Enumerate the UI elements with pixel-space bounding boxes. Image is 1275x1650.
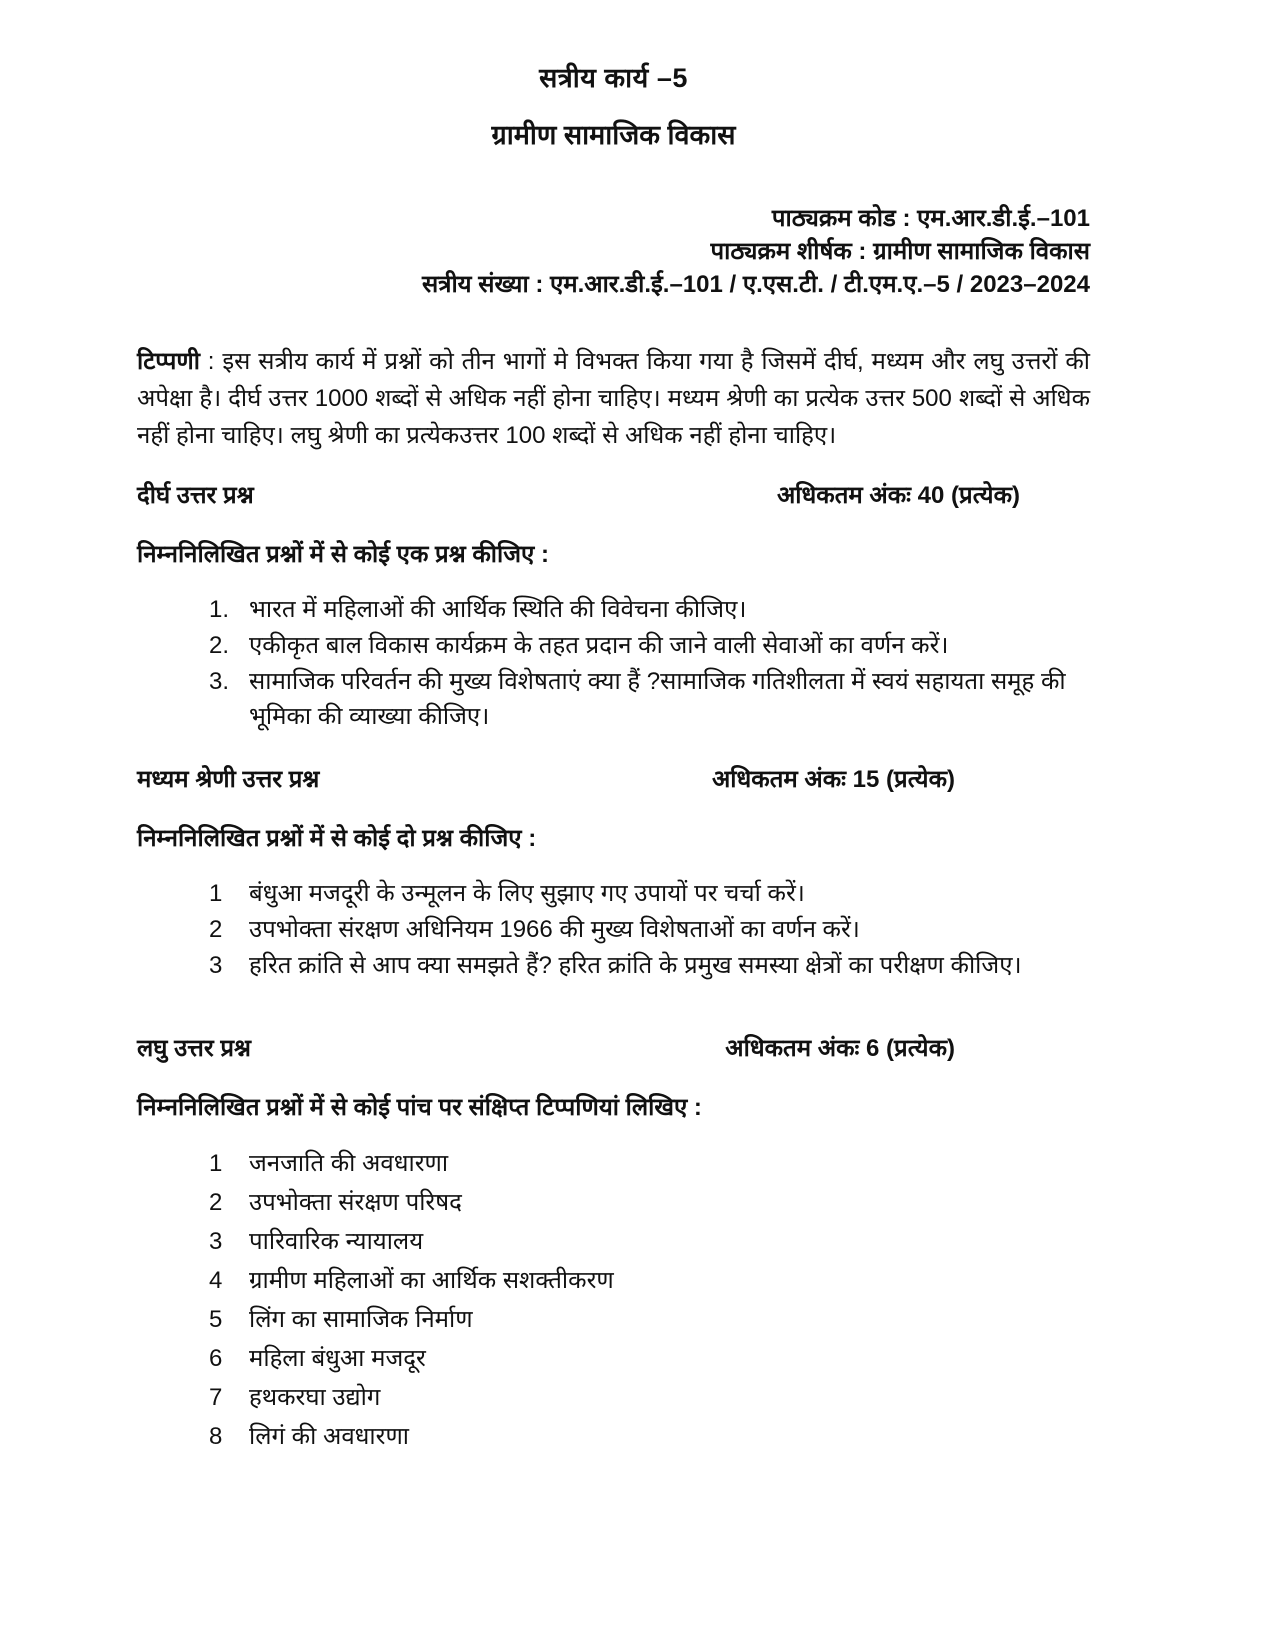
- question-number: 6: [209, 1345, 223, 1372]
- note-separator: :: [199, 348, 223, 375]
- note-label: टिप्पणी: [137, 348, 200, 375]
- course-info-block: [137, 202, 1090, 301]
- question-number: 4: [209, 1267, 223, 1294]
- question-text: एकीकृत बाल विकास कार्यक्रम के तहत प्रदान की जाने वाली सेवाओं का वर्णन करें।: [249, 632, 949, 659]
- section-long-heading: दीर्घ उत्तर प्रश्न: [137, 482, 254, 509]
- question-text: लिंग का सामाजिक निर्माण: [249, 1306, 473, 1333]
- question-text: महिला बंधुआ मजदूर: [249, 1345, 426, 1372]
- question-number: 1: [209, 880, 223, 907]
- question-number: 8: [209, 1423, 223, 1450]
- section-short-heading-row: [137, 1031, 1090, 1064]
- question-text: पारिवारिक न्यायालय: [249, 1228, 424, 1255]
- section-medium-heading: मध्यम श्रेणी उत्तर प्रश्न: [137, 766, 320, 793]
- question-text: उपभोक्ता संरक्षण परिषद: [249, 1189, 462, 1216]
- question-text: हथकरघा उद्योग: [249, 1384, 381, 1411]
- note-paragraph: [137, 343, 1090, 454]
- question-item: [209, 1340, 1090, 1378]
- course-code-line: पाठ्यक्रम कोड : एम.आर.डी.ई.–101: [771, 205, 1090, 232]
- question-text: जनजाति की अवधारणा: [249, 1150, 449, 1177]
- question-item: [209, 948, 1090, 983]
- question-item: [209, 664, 1090, 734]
- question-text: बंधुआ मजदूरी के उन्मूलन के लिए सुझाए गए उपायों पर चर्चा करें।: [249, 880, 805, 907]
- question-item: [209, 1184, 1090, 1222]
- question-item: [209, 912, 1090, 947]
- question-number: 3: [209, 952, 223, 979]
- note-text: इस सत्रीय कार्य में प्रश्नों को तीन भागों मे विभक्त किया गया है जिसमें दीर्घ, मध्यम और लघु उत्तरों की अपेक्षा है। दीर्घ उत्तर 1000 शब्दों से अधिक नहीं होना चाहिए। मध्यम श्रेणी का प्रत्येक उत्तर 500 शब्दों से अधिक नहीं होना चाहिए। लघु श्रेणी का प्रत्येकउत्तर 100 शब्दों से अधिक नहीं होना चाहिए।: [137, 348, 1090, 449]
- question-number: 2: [209, 916, 223, 943]
- question-item: [209, 1262, 1090, 1300]
- section-medium-question-list: [137, 876, 1090, 983]
- question-number: 7: [209, 1384, 223, 1411]
- session-number-line: सत्रीय संख्या : एम.आर.डी.ई.–101 / ए.एस.टी. / टी.एम.ए.–5 / 2023–2024: [421, 271, 1090, 298]
- section-medium-marks: अधिकतम अंकः 15 (प्रत्येक): [711, 766, 955, 793]
- question-number: 3.: [209, 668, 230, 695]
- question-text: सामाजिक परिवर्तन की मुख्य विशेषताएं क्या हैं ?सामाजिक गतिशीलता में स्वयं सहायता समूह की भूमिका की व्याख्या कीजिए।: [249, 668, 1066, 730]
- question-number: 2: [209, 1189, 223, 1216]
- question-item: [209, 1418, 1090, 1456]
- section-short-heading: लघु उत्तर प्रश्न: [137, 1035, 251, 1062]
- question-text: हरित क्रांति से आप क्या समझते हैं? हरित क्रांति के प्रमुख समस्या क्षेत्रों का परीक्षण कीजिए।: [249, 952, 1022, 979]
- question-item: [209, 1379, 1090, 1417]
- question-number: 2.: [209, 632, 230, 659]
- section-short-prompt: निम्ननिलिखित प्रश्नों में से कोई पांच पर संक्षिप्त टिप्पणियां लिखिए :: [137, 1094, 702, 1121]
- question-item: [209, 876, 1090, 911]
- question-item: [209, 1145, 1090, 1183]
- question-item: [209, 592, 1090, 627]
- section-medium-prompt: निम्ननिलिखित प्रश्नों में से कोई दो प्रश्न कीजिए :: [137, 825, 537, 852]
- question-text: भारत में महिलाओं की आर्थिक स्थिति की विवेचना कीजिए।: [249, 596, 747, 623]
- question-text: उपभोक्ता संरक्षण अधिनियम 1966 की मुख्य विशेषताओं का वर्णन करें।: [249, 916, 860, 943]
- section-medium-heading-row: [137, 762, 1090, 795]
- section-long-marks: अधिकतम अंकः 40 (प्रत्येक): [776, 482, 1020, 509]
- section-long-prompt: निम्ननिलिखित प्रश्नों में से कोई एक प्रश्न कीजिए :: [137, 541, 549, 568]
- question-text: लिगं की अवधारणा: [249, 1423, 410, 1450]
- page-title: सत्रीय कार्य –5: [539, 63, 688, 93]
- question-text: ग्रामीण महिलाओं का आर्थिक सशक्तीकरण: [249, 1267, 614, 1294]
- question-number: 1.: [209, 596, 230, 623]
- page-subtitle: ग्रामीण सामाजिक विकास: [491, 120, 736, 150]
- section-long-heading-row: [137, 478, 1090, 511]
- course-title-line: पाठ्यक्रम शीर्षक : ग्रामीण सामाजिक विकास: [710, 238, 1090, 265]
- section-long-question-list: [137, 592, 1090, 734]
- question-number: 5: [209, 1306, 223, 1333]
- question-item: [209, 628, 1090, 663]
- question-number: 1: [209, 1150, 223, 1177]
- question-number: 3: [209, 1228, 223, 1255]
- question-item: [209, 1223, 1090, 1261]
- question-item: [209, 1301, 1090, 1339]
- section-short-marks: अधिकतम अंकः 6 (प्रत्येक): [725, 1035, 955, 1062]
- section-short-question-list: [137, 1145, 1090, 1456]
